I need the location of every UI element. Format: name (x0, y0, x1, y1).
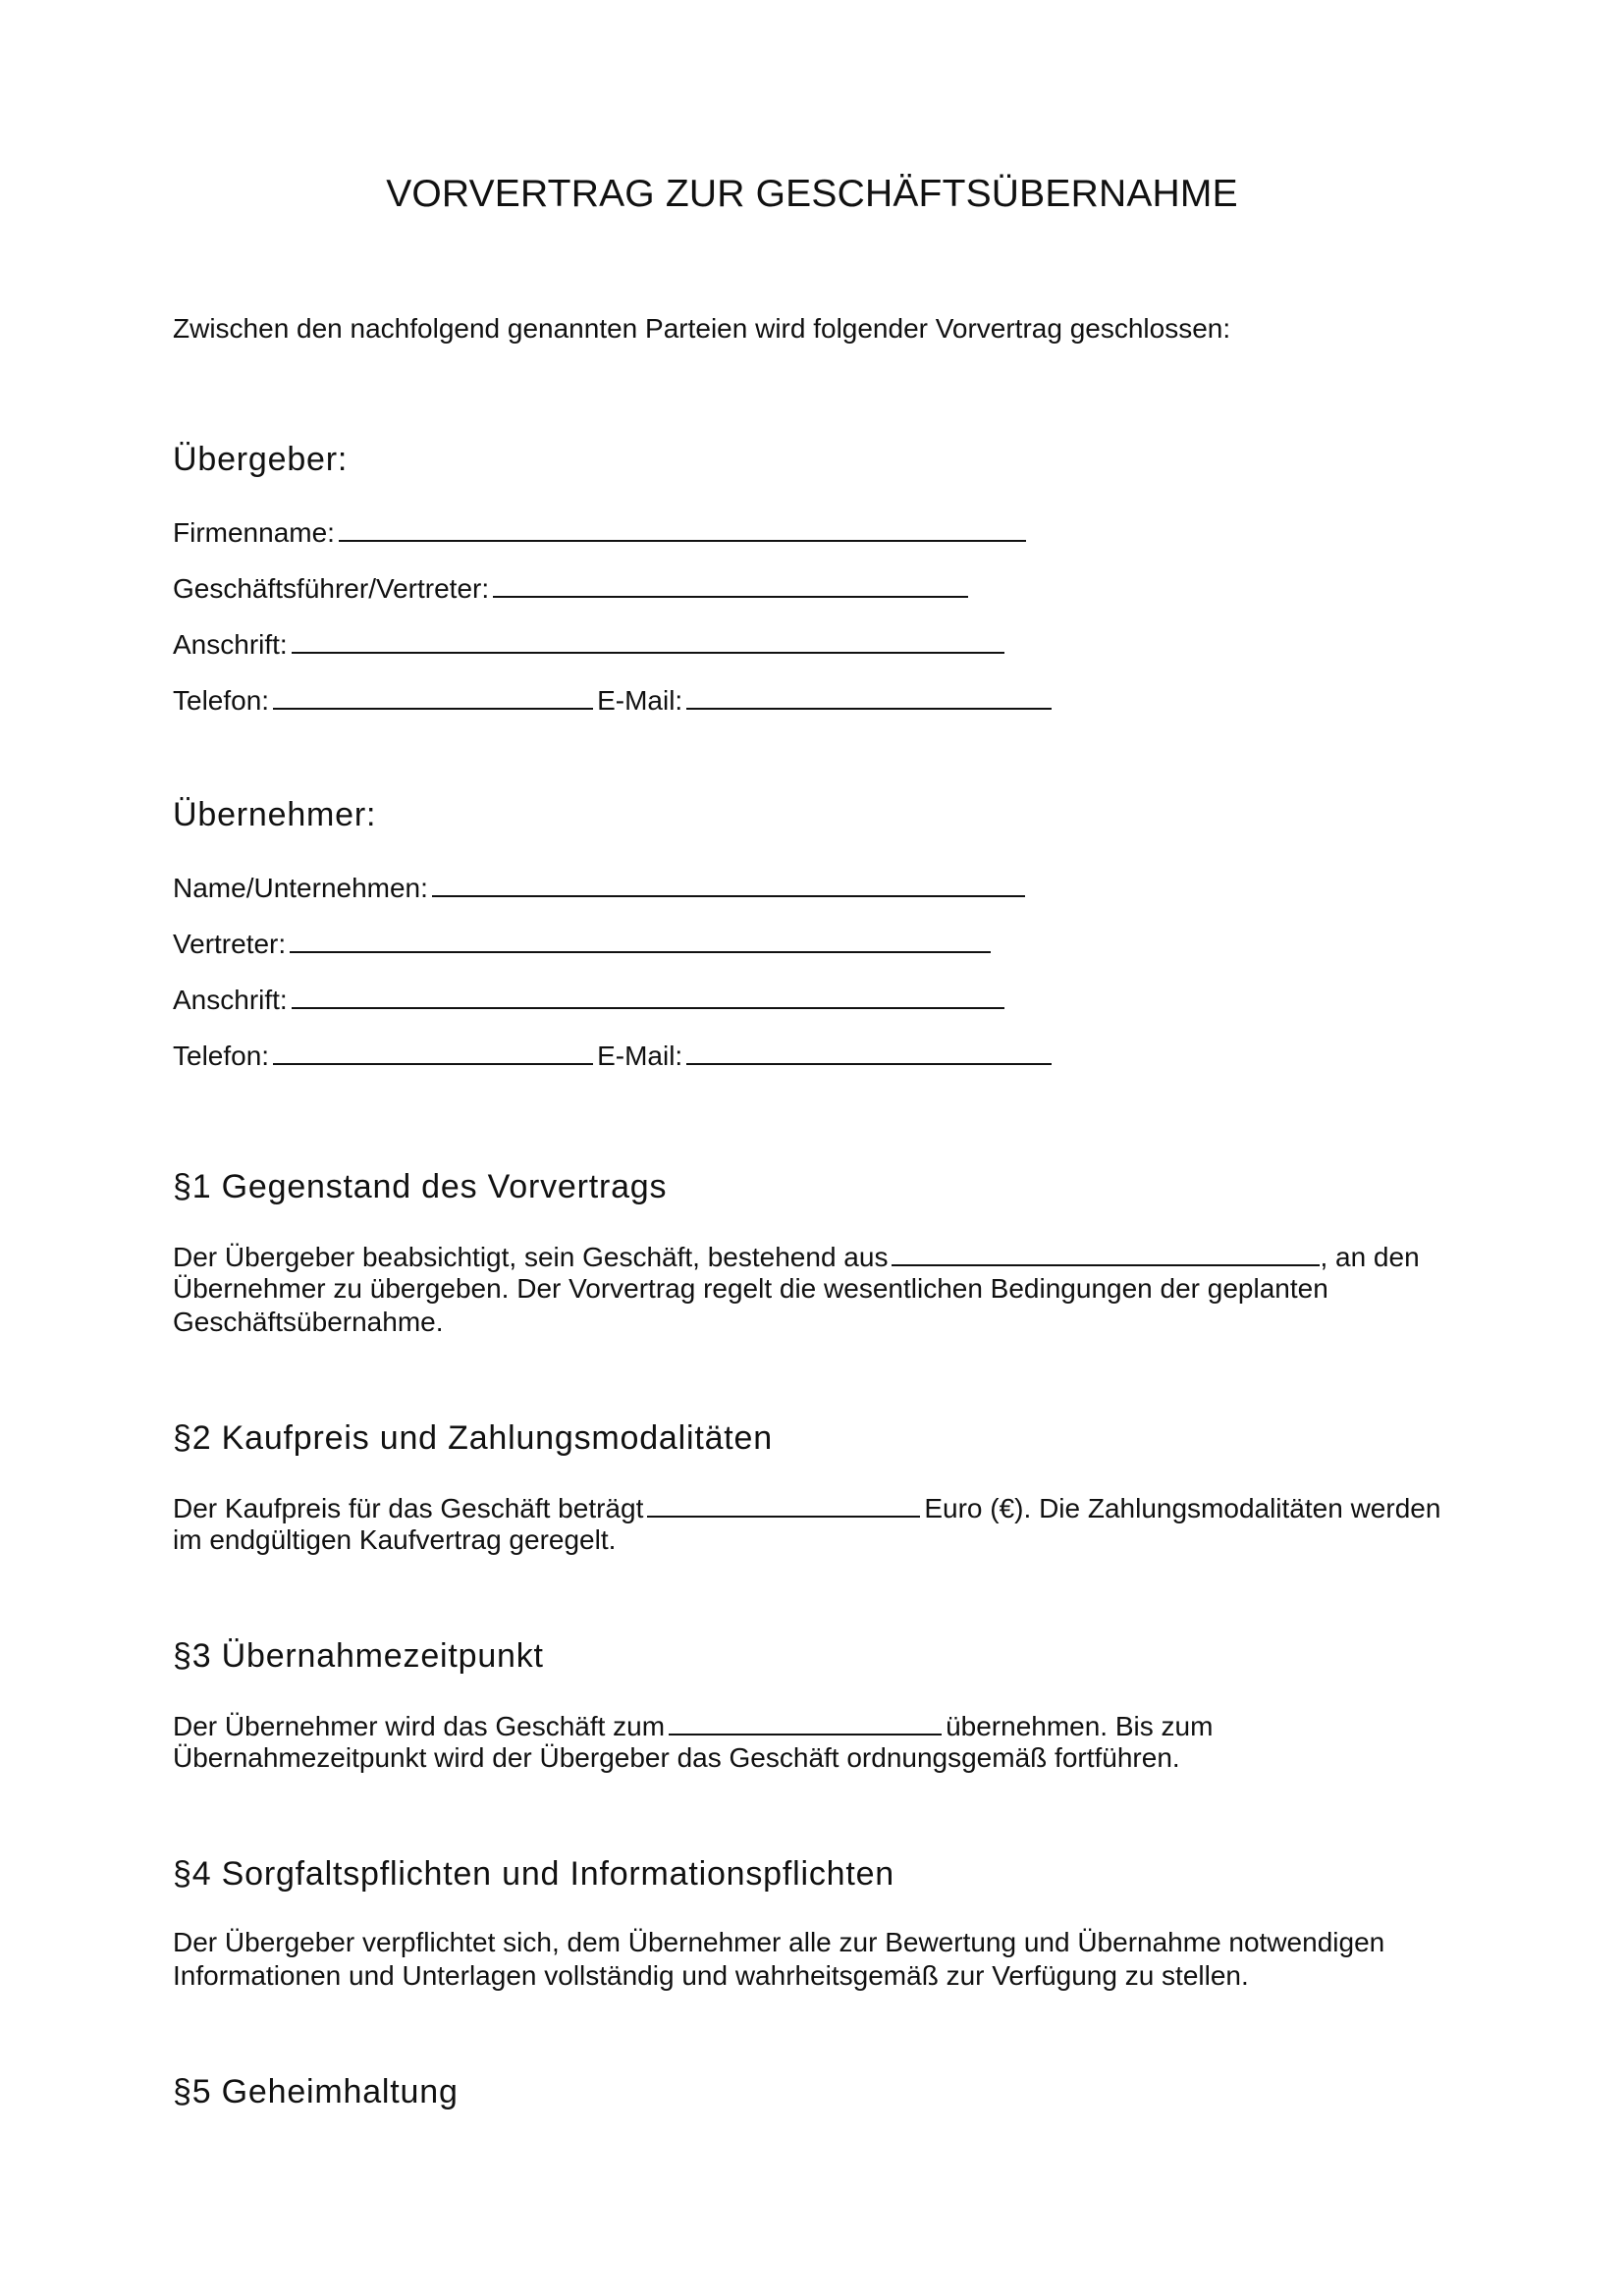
section-1-heading: §1 Gegenstand des Vorvertrags (173, 1168, 668, 1205)
section-1-text: , an den (1320, 1242, 1420, 1272)
uebernehmer-heading: Übernehmer: (173, 796, 377, 833)
uebergeber-anschrift-row (173, 626, 1008, 662)
field-label: Telefon: (173, 1041, 270, 1071)
uebernehmer-kontakt-row (173, 1038, 1056, 1073)
section-3-line-2: Übernahmezeitpunkt wird der Übergeber das Geschäft ordnungsgemäß fortführen. (173, 1742, 1180, 1773)
section-3-datum-field[interactable] (669, 1708, 942, 1735)
uebergeber-vertreter-row (173, 570, 972, 606)
section-2-text: Der Kaufpreis für das Geschäft beträgt (173, 1493, 644, 1523)
uebergeber-firmenname-row (173, 514, 1030, 550)
section-2-text: Euro (€). Die Zahlungsmodalitäten werden (924, 1493, 1441, 1523)
uebernehmer-name-row (173, 870, 1029, 905)
section-2-line-2: im endgültigen Kaufvertrag geregelt. (173, 1524, 617, 1555)
section-3-line-1 (173, 1708, 1213, 1743)
uebernehmer-anschrift-field[interactable] (292, 982, 1004, 1009)
field-label: E-Mail: (597, 1041, 683, 1071)
section-4-line-2: Informationen und Unterlagen vollständig und wahrheitsgemäß zur Verfügung zu stellen. (173, 1960, 1249, 1991)
document-title: VORVERTRAG ZUR GESCHÄFTSÜBERNAHME (386, 173, 1238, 215)
section-5-heading: §5 Geheimhaltung (173, 2073, 459, 2110)
uebergeber-firmenname-field[interactable] (339, 514, 1026, 542)
section-1-line-2: Übernehmer zu übergeben. Der Vorvertrag regelt die wesentlichen Bedingungen der geplanten (173, 1273, 1328, 1304)
section-3-text: Der Übernehmer wird das Geschäft zum (173, 1711, 666, 1741)
field-label: Name/Unternehmen: (173, 873, 428, 903)
section-1-geschaeft-field[interactable] (892, 1239, 1320, 1266)
uebernehmer-name-field[interactable] (432, 870, 1025, 897)
uebernehmer-vertreter-field[interactable] (290, 926, 991, 953)
uebernehmer-vertreter-row (173, 926, 995, 961)
section-2-heading: §2 Kaufpreis und Zahlungsmodalitäten (173, 1419, 773, 1457)
section-1-line-3: Geschäftsübernahme. (173, 1307, 444, 1337)
field-label: Firmenname: (173, 517, 335, 548)
field-label: Anschrift: (173, 985, 288, 1015)
uebergeber-telefon-field[interactable] (273, 682, 593, 710)
field-label: Telefon: (173, 685, 270, 716)
section-4-line-1: Der Übergeber verpflichtet sich, dem Übernehmer alle zur Bewertung und Übernahme notwendigen (173, 1927, 1385, 1957)
field-label: E-Mail: (597, 685, 683, 716)
section-3-text: übernehmen. Bis zum (946, 1711, 1214, 1741)
uebergeber-vertreter-field[interactable] (493, 570, 968, 598)
section-2-kaufpreis-field[interactable] (647, 1490, 920, 1518)
section-1-line-1 (173, 1239, 1420, 1274)
intro-text: Zwischen den nachfolgend genannten Parteien wird folgender Vorvertrag geschlossen: (173, 313, 1231, 344)
uebergeber-kontakt-row (173, 682, 1056, 718)
field-label: Anschrift: (173, 629, 288, 660)
uebernehmer-telefon-field[interactable] (273, 1038, 593, 1065)
uebergeber-heading: Übergeber: (173, 441, 349, 478)
section-1-text: Der Übergeber beabsichtigt, sein Geschäft, bestehend aus (173, 1242, 889, 1272)
uebernehmer-email-field[interactable] (686, 1038, 1052, 1065)
field-label: Vertreter: (173, 929, 287, 959)
uebernehmer-anschrift-row (173, 982, 1008, 1017)
uebergeber-email-field[interactable] (686, 682, 1052, 710)
section-4-heading: §4 Sorgfaltspflichten und Informationspflichten (173, 1855, 895, 1893)
uebergeber-anschrift-field[interactable] (292, 626, 1004, 654)
field-label: Geschäftsführer/Vertreter: (173, 573, 490, 604)
section-3-heading: §3 Übernahmezeitpunkt (173, 1637, 544, 1675)
section-2-line-1 (173, 1490, 1440, 1525)
